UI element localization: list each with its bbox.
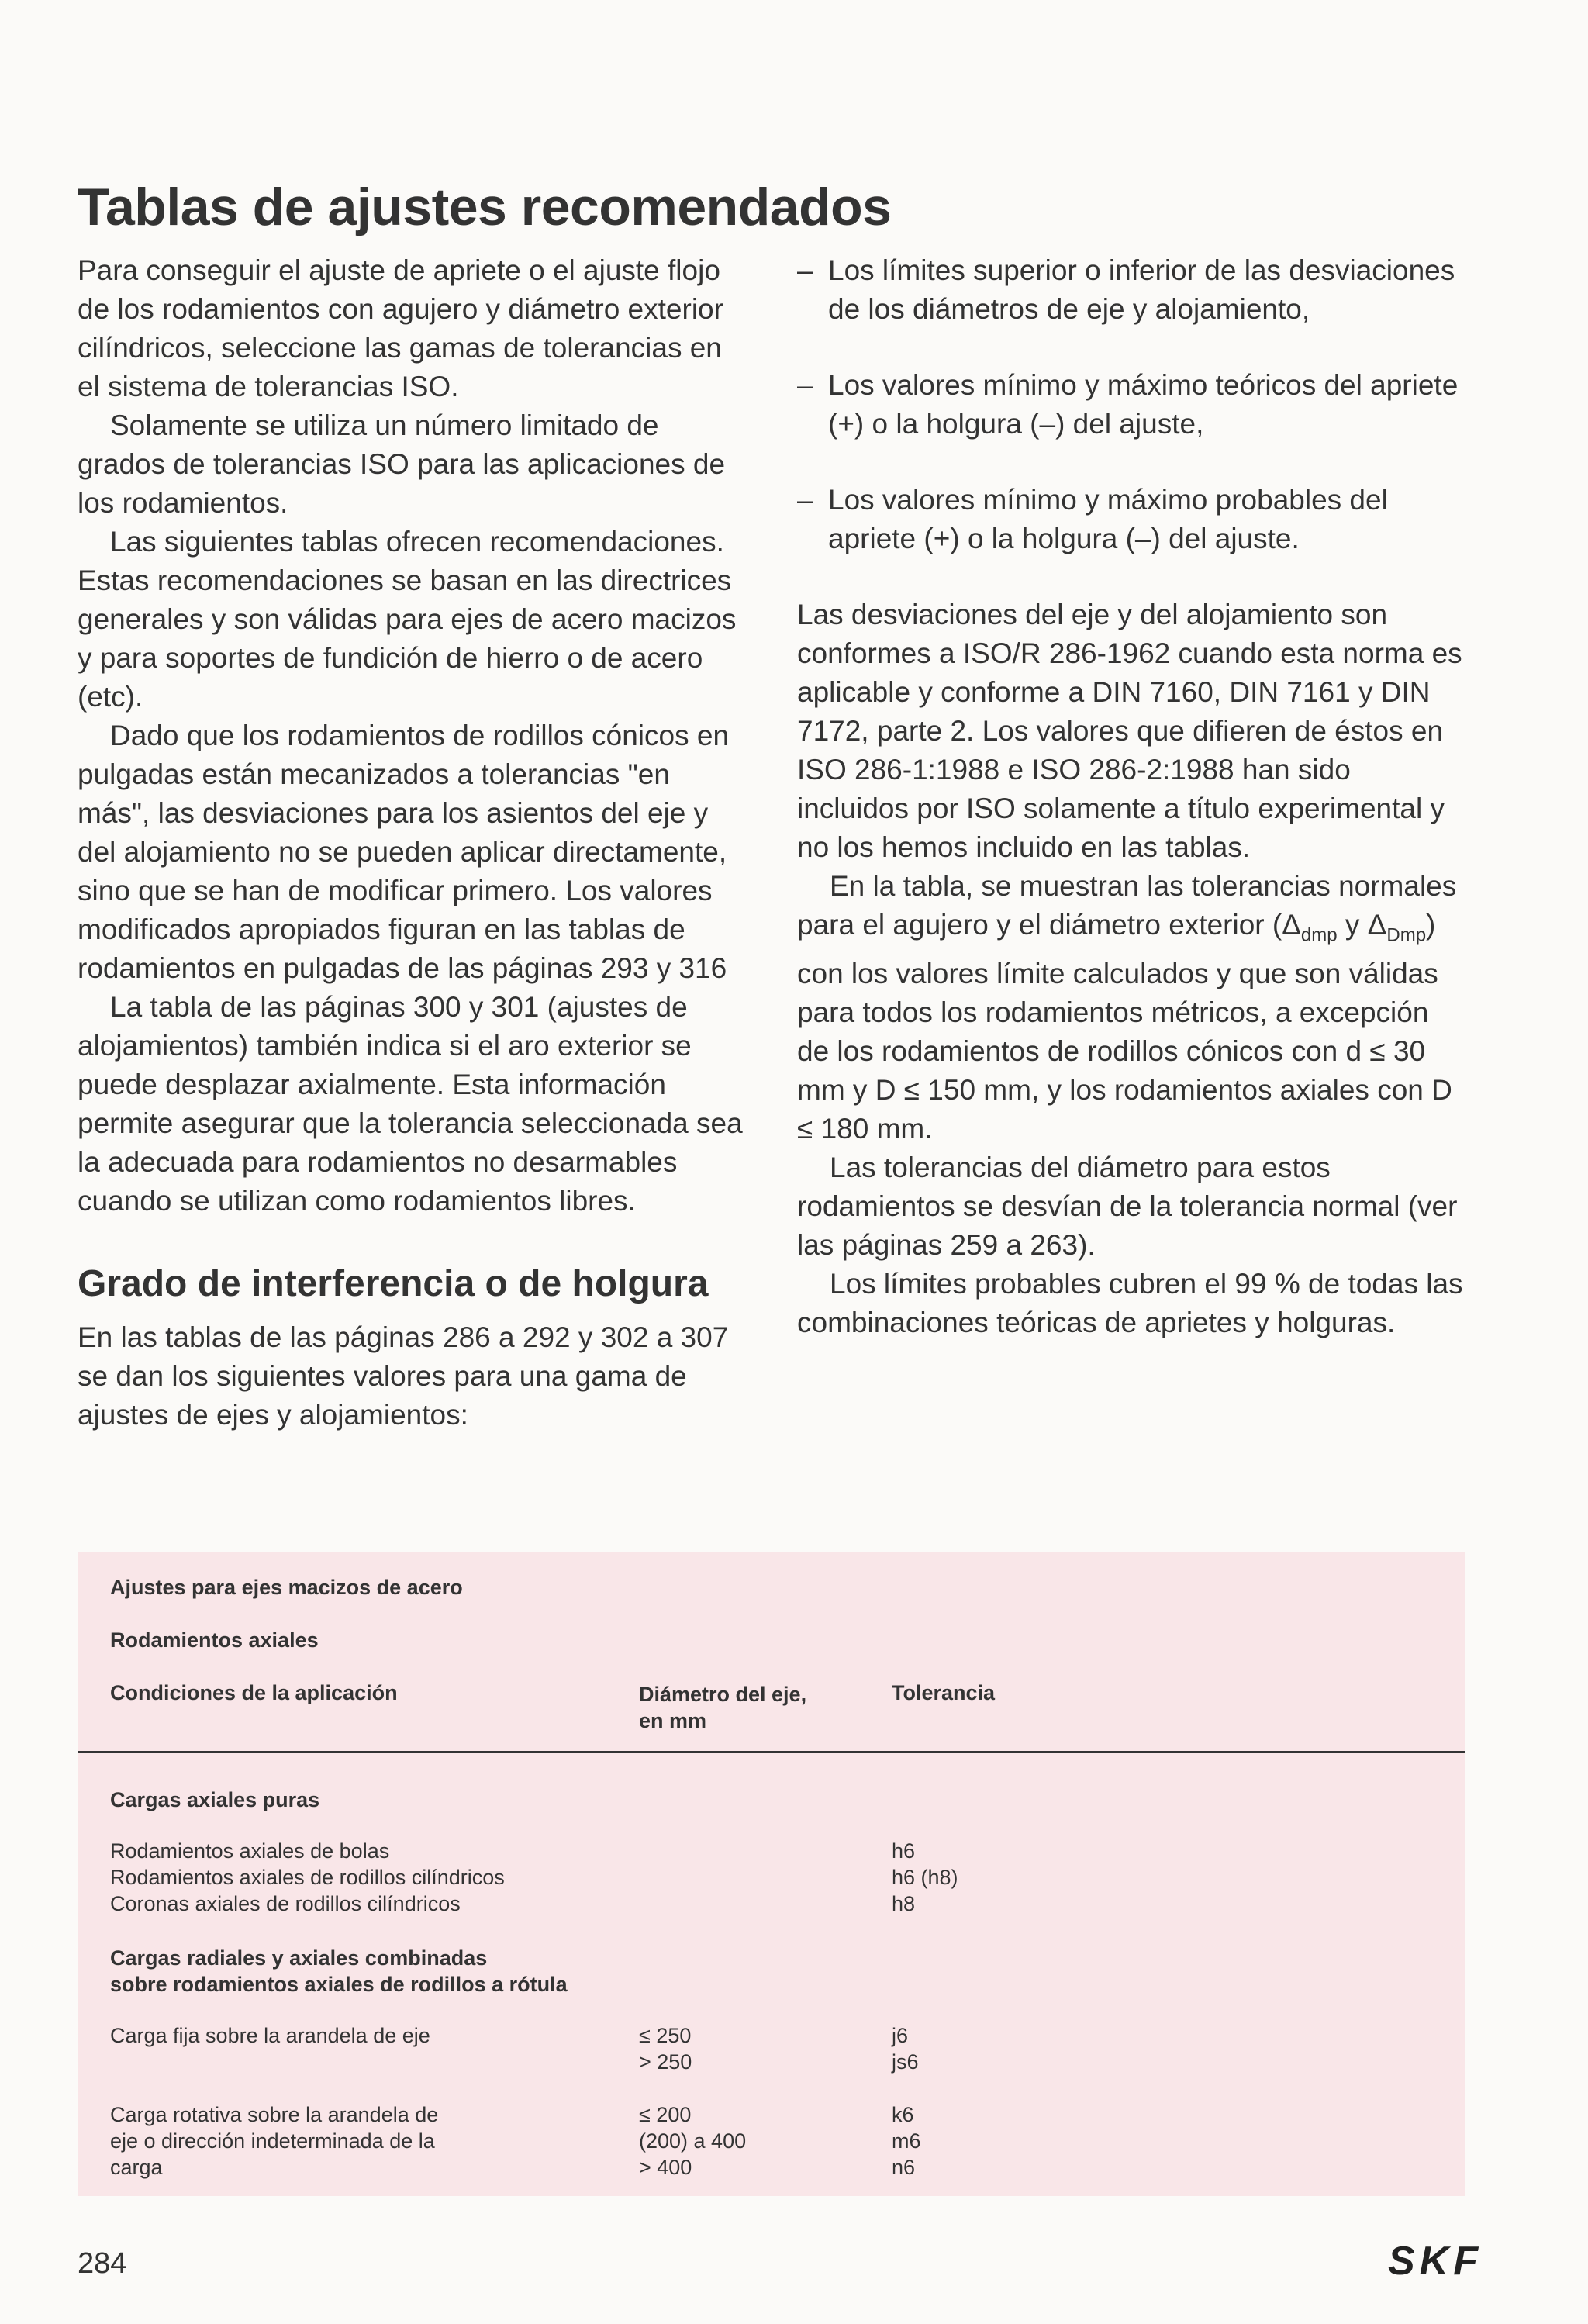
right-column bbox=[797, 251, 1464, 1342]
list-item bbox=[797, 366, 1464, 444]
table-subtitle: Rodamientos axiales bbox=[110, 1628, 319, 1652]
group-title: Cargas axiales puras bbox=[110, 1788, 320, 1811]
list-item bbox=[797, 251, 1464, 329]
list-item-text: Los valores mínimo y máximo teóricos del apriete (+) o la holgura (–) del ajuste, bbox=[828, 369, 1459, 440]
paragraph: Las desviaciones del eje y del alojamiento son conformes a ISO/R 286-1962 cuando esta norma es aplicable y conforme a DIN 7160, DIN 7161 y DIN 7172, parte 2. Los valores que difieren de éstos en ISO 286-1:1988 e ISO 286-2:1988 han sido incluidos por ISO solamente a título experimental y no los hemos incluido en las tablas. bbox=[797, 599, 1462, 863]
table-rule bbox=[78, 1751, 1465, 1753]
paragraph: En la tabla, se muestran las tolerancias normales para el agujero y el diámetro exterior ($\Delta_{dmp}$ y $\Delta_{Dmp}$) con los valores límite calculados y que son válidas para todos los rodamientos métricos, a excepción de los rodamientos de rodillos cónicos con d ≤ 30 mm y D ≤ 150 mm, y los rodamientos axiales con D ≤ 180 mm. bbox=[797, 870, 1457, 1145]
section-heading: Grado de interferencia o de holgura bbox=[78, 1263, 709, 1304]
list-item-text: Los valores mínimo y máximo probables del apriete (+) o la holgura (–) del ajuste. bbox=[828, 484, 1388, 554]
page-number: 284 bbox=[78, 2247, 127, 2280]
table-row: Carga fija sobre la arandela de eje bbox=[110, 2024, 430, 2047]
table-title: Ajustes para ejes macizos de acero bbox=[110, 1576, 463, 1599]
left-column bbox=[78, 251, 744, 1435]
dash-bullet: – bbox=[797, 254, 813, 286]
table-cell: k6 m6 n6 bbox=[892, 2103, 921, 2179]
paragraph: Los límites probables cubren el 99 % de todas las combinaciones teóricas de aprietes y holguras. bbox=[797, 1268, 1463, 1339]
paragraph: Las siguientes tablas ofrecen recomendaciones. Estas recomendaciones se basan en las directrices generales y son válidas para ejes de acero macizos y para soportes de fundición de hierro o de acero (etc). bbox=[78, 526, 737, 713]
fits-table bbox=[78, 1552, 1465, 2196]
paragraph: En las tablas de las páginas 286 a 292 y 302 a 307 se dan los siguientes valores para una gama de ajustes de ejes y alojamientos: bbox=[78, 1321, 729, 1431]
paragraph: Para conseguir el ajuste de apriete o el ajuste flojo de los rodamientos con agujero y diámetro exterior cilíndricos, seleccione las gamas de tolerancias en el sistema de tolerancias ISO. bbox=[78, 254, 723, 402]
dash-bullet: – bbox=[797, 369, 813, 401]
dash-bullet: – bbox=[797, 484, 813, 516]
column-header: Condiciones de la aplicación bbox=[110, 1681, 398, 1704]
table-cell: ≤ 250 > 250 bbox=[639, 2024, 692, 2074]
table-cell: ≤ 200 (200) a 400 > 400 bbox=[639, 2103, 747, 2179]
paragraph: Solamente se utiliza un número limitado de grados de tolerancias ISO para las aplicaciones de los rodamientos. bbox=[78, 409, 726, 519]
page-title: Tablas de ajustes recomendados bbox=[78, 178, 892, 237]
paragraph: La tabla de las páginas 300 y 301 (ajustes de alojamientos) también indica si el aro exterior se puede desplazar axialmente. Esta información permite asegurar que la tolerancia seleccionada sea la adecuada para rodamientos no desarmables cuando se utilizan como rodamientos libres. bbox=[78, 991, 743, 1217]
column-header: Diámetro del eje, en mm bbox=[639, 1683, 807, 1732]
column-header: Tolerancia bbox=[892, 1681, 996, 1704]
table-row: Rodamientos axiales de bolas Rodamientos axiales de rodillos cilíndricos Coronas axiales de rodillos cilíndricos bbox=[110, 1839, 505, 1915]
table-cell: j6 js6 bbox=[892, 2024, 919, 2074]
skf-logo: SKF bbox=[1388, 2239, 1483, 2284]
group-title: Cargas radiales y axiales combinadas sobre rodamientos axiales de rodillos a rótula bbox=[110, 1946, 568, 1996]
table-cell: h6 h6 (h8) h8 bbox=[892, 1839, 958, 1915]
paragraph: Las tolerancias del diámetro para estos rodamientos se desvían de la tolerancia normal (ver las páginas 259 a 263). bbox=[797, 1152, 1458, 1262]
list-item-text: Los límites superior o inferior de las desviaciones de los diámetros de eje y alojamiento, bbox=[828, 254, 1455, 325]
list-item bbox=[797, 481, 1464, 558]
table-row: Carga rotativa sobre la arandela de eje o dirección indeterminada de la carga bbox=[110, 2103, 439, 2179]
paragraph: Dado que los rodamientos de rodillos cónicos en pulgadas están mecanizados a tolerancias "en más", las desviaciones para los asientos del eje y del alojamiento no se pueden aplicar directamente, sino que se han de modificar primero. Los valores modificados apropiados figuran en las tablas de rodamientos en pulgadas de las páginas 293 y 316 bbox=[78, 720, 730, 984]
